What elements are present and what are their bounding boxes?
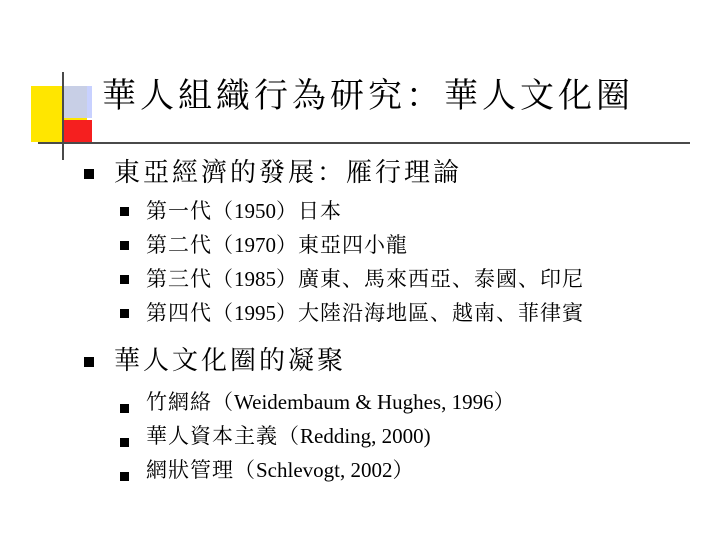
item-prefix: 華人資本主義（ [146, 424, 300, 448]
item-ref: Weidembaum & Hughes, 1996 [234, 390, 494, 414]
item-year: 1995 [234, 301, 276, 325]
item-suffix: ）廣東、馬來西亞、泰國、印尼 [276, 267, 584, 291]
square-bullet-icon [120, 438, 129, 447]
decor-vertical-line [62, 72, 64, 160]
item-suffix: ）日本 [276, 199, 342, 223]
slide-title: 華人組織行為研究：華人文化圈 [102, 76, 634, 116]
item-year: 1985 [234, 267, 276, 291]
list-item [146, 422, 431, 450]
list-item [146, 388, 516, 416]
list-item [146, 231, 408, 259]
item-prefix: 網狀管理（ [146, 458, 256, 482]
item-prefix: 竹網絡（ [146, 390, 234, 414]
section-heading: 東亞經濟的發展：雁行理論 [114, 158, 463, 188]
item-prefix: 第四代（ [146, 301, 234, 325]
square-bullet-icon [120, 404, 129, 413]
item-suffix: ）大陸沿海地區、越南、菲律賓 [276, 301, 584, 325]
square-bullet-icon [120, 241, 129, 250]
section-heading: 華人文化圈的凝聚 [114, 346, 347, 376]
square-bullet-icon [84, 357, 94, 367]
square-bullet-icon [120, 472, 129, 481]
square-bullet-icon [120, 275, 129, 284]
item-year: 1950 [234, 199, 276, 223]
square-bullet-icon [120, 207, 129, 216]
item-suffix: ） [392, 458, 415, 482]
list-item [146, 299, 584, 327]
decor-blue-square [64, 86, 92, 118]
list-item [146, 197, 342, 225]
list-item [146, 265, 584, 293]
square-bullet-icon [84, 169, 94, 179]
item-suffix: ） [493, 390, 516, 414]
square-bullet-icon [120, 309, 129, 318]
item-prefix: 第二代（ [146, 233, 234, 257]
item-prefix: 第三代（ [146, 267, 234, 291]
item-suffix: ）東亞四小龍 [276, 233, 408, 257]
decor-red-square [64, 120, 92, 142]
item-year: 1970 [234, 233, 276, 257]
item-prefix: 第一代（ [146, 199, 234, 223]
item-ref: Schlevogt, 2002 [256, 458, 393, 482]
title-underline [38, 142, 690, 144]
list-item [146, 456, 415, 484]
item-ref: Redding, 2000) [300, 424, 431, 448]
